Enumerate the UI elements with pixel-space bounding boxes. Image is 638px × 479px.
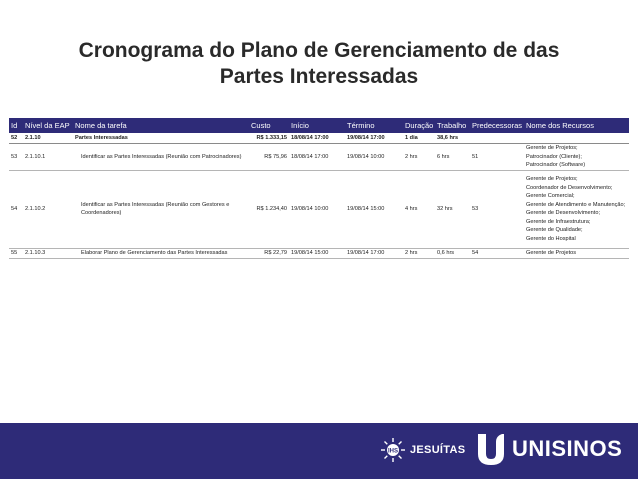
table-row: [9, 248, 629, 258]
cell-cost: R$ 75,96: [249, 144, 289, 171]
unisinos-logo: [476, 432, 622, 466]
resource-item: Gerente de Projetos;: [526, 175, 578, 182]
header-cell: Término: [345, 118, 403, 133]
cell-cost: R$ 22,79: [249, 248, 289, 258]
cell-duration: 2 hrs: [403, 248, 435, 258]
resource-item: Gerente de Desenvolvimento;: [526, 210, 601, 217]
header-cell: Custo: [249, 118, 289, 133]
resource-item: Patrocinador (Software): [526, 162, 586, 169]
cell-duration: 2 hrs: [403, 144, 435, 171]
cell-id: 55: [9, 248, 23, 258]
cell-predecessors: [470, 133, 524, 144]
cell-id: 54: [9, 170, 23, 248]
cell-start: 18/08/14 17:00: [289, 144, 345, 171]
cell-predecessors: 53: [470, 170, 524, 248]
cell-work: 6 hrs: [435, 144, 470, 171]
cell-duration: 4 hrs: [403, 170, 435, 248]
resource-item: Gerente do Hospital: [526, 236, 576, 243]
table-row: [9, 144, 629, 171]
cell-end: 19/08/14 15:00: [345, 170, 403, 248]
resource-item: Gerente Comercial;: [526, 193, 575, 200]
cell-end: 19/08/14 17:00: [345, 133, 403, 144]
sun-emblem-icon: [380, 437, 406, 463]
header-cell: Nome da tarefa: [73, 118, 249, 133]
cell-work: 0,6 hrs: [435, 248, 470, 258]
cell-predecessors: 51: [470, 144, 524, 171]
resource-item: Gerente de Qualidade;: [526, 227, 583, 234]
resource-item: Patrocinador (Cliente);: [526, 153, 582, 160]
header-cell: Predecessoras: [470, 118, 524, 133]
header-cell: Trabalho: [435, 118, 470, 133]
cell-resources: [524, 133, 629, 144]
cell-start: 19/08/14 15:00: [289, 248, 345, 258]
cell-eap: 2.1.10.2: [23, 170, 73, 248]
header-cell: Duração: [403, 118, 435, 133]
cell-task-name: Elaborar Plano de Gerenciamento das Partes Interessadas: [73, 248, 249, 258]
cell-duration: 1 dia: [403, 133, 435, 144]
resource-item: Gerente de Projetos: [526, 249, 577, 256]
cell-end: 19/08/14 17:00: [345, 248, 403, 258]
page-title: [0, 38, 638, 90]
svg-text:IHS: IHS: [387, 448, 399, 455]
title-line-2: Partes Interessadas: [219, 65, 419, 88]
header-cell: Nome dos Recursos: [524, 118, 629, 133]
unisinos-u-icon: [476, 432, 506, 466]
cell-start: 19/08/14 10:00: [289, 170, 345, 248]
schedule-table: [9, 118, 629, 259]
resource-item: Coordenador de Desenvolvimento;: [526, 184, 613, 191]
cell-start: 18/08/14 17:00: [289, 133, 345, 144]
unisinos-text: UNISINOS: [512, 436, 623, 461]
cell-resources: [524, 248, 629, 258]
cell-predecessors: 54: [470, 248, 524, 258]
cell-eap: 2.1.10.3: [23, 248, 73, 258]
table-header-row: [9, 118, 629, 133]
cell-cost: R$ 1.234,40: [249, 170, 289, 248]
cell-work: 32 hrs: [435, 170, 470, 248]
cell-resources: [524, 170, 629, 248]
title-line-1: Cronograma do Plano de Gerenciamento de das: [78, 39, 560, 62]
cell-work: 38,6 hrs: [435, 133, 470, 144]
cell-eap: 2.1.10: [23, 133, 73, 144]
jesuitas-text: JESUÍTAS: [410, 444, 466, 456]
resource-item: Gerente de Projetos;: [526, 145, 578, 151]
resource-item: Gerente de Atendimento e Manutenção;: [526, 201, 626, 208]
cell-end: 19/08/14 10:00: [345, 144, 403, 171]
cell-id: 52: [9, 133, 23, 144]
cell-task-name: Partes Interessadas: [73, 133, 249, 144]
header-cell: Id: [9, 118, 23, 133]
jesuitas-logo: [380, 437, 466, 463]
table-row: [9, 170, 629, 248]
cell-id: 53: [9, 144, 23, 171]
cell-eap: 2.1.10.1: [23, 144, 73, 171]
cell-task-name: Identificar as Partes Interessadas (Reunião com Patrocinadores): [73, 144, 249, 171]
resource-item: Gerente de Infraestrutura;: [526, 218, 591, 225]
cell-resources: [524, 144, 629, 171]
header-cell: Nível da EAP: [23, 118, 73, 133]
header-cell: Início: [289, 118, 345, 133]
cell-task-name: Identificar as Partes Interessadas (Reunião com Gestores e Coordenadores): [73, 170, 249, 248]
cell-cost: R$ 1.333,15: [249, 133, 289, 144]
table-row: [9, 133, 629, 144]
